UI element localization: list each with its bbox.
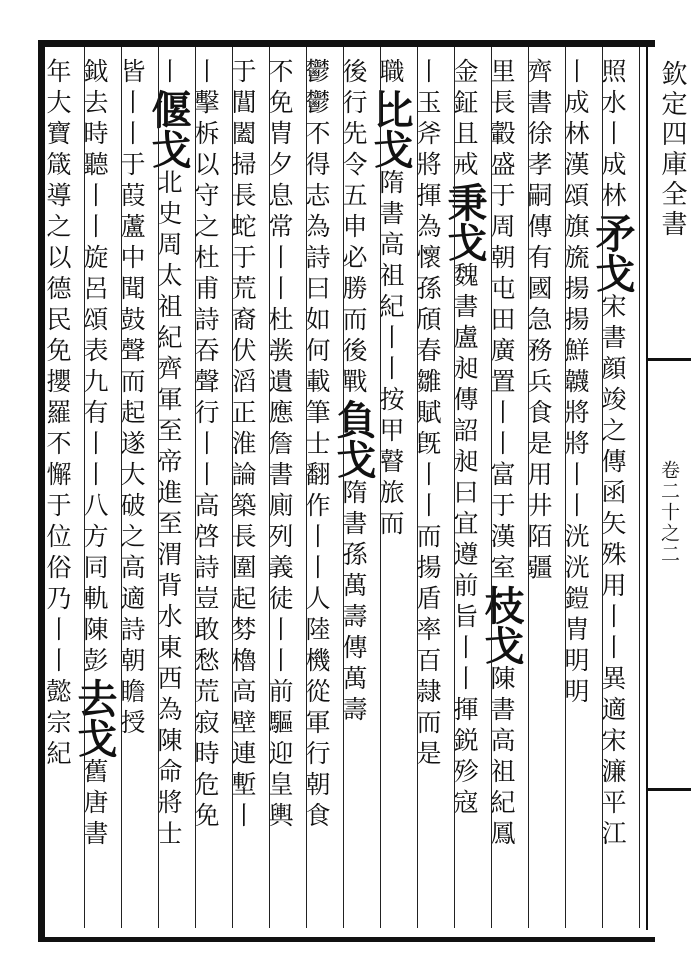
- text-column: [561, 58, 601, 928]
- text-column: [191, 58, 231, 928]
- column-text: 魏書盧昶傳詔昶曰宜遵前旨丨丨揮鋭殄寇: [450, 262, 479, 820]
- column-text: 于閶闔掃長蛇于荒裔伏滔正淮論築長圍起棼櫓高壁連塹丨: [228, 58, 257, 833]
- column-text: 隋書高祖紀丨丨按甲瞽旅而: [376, 169, 405, 541]
- text-column: [367, 58, 416, 928]
- column-rule: [380, 47, 381, 928]
- column-text: 齊書徐孝嗣傳有國急務兵食是用井陌疆: [524, 58, 553, 585]
- fishtail-mark: [646, 358, 691, 361]
- column-text: 宋書顔竣之傳函矢殊用丨丨異適宋濂平江: [598, 293, 627, 851]
- column-rule: [417, 47, 418, 928]
- column-text: 丨擊柝以守之杜甫詩吞聲行丨丨高啓詩豈敢愁荒寂時危免: [191, 58, 220, 833]
- column-rule: [195, 47, 196, 928]
- entry-heading: 矛戈: [589, 213, 636, 293]
- text-column: [43, 58, 83, 928]
- text-column: [71, 58, 120, 928]
- text-column: [441, 58, 490, 928]
- column-rule: [343, 47, 344, 928]
- text-column: [302, 58, 342, 928]
- column-text: 懿宗紀: [43, 678, 72, 771]
- column-text: 丨玉斧將揮: [413, 58, 442, 213]
- column-text: 舊唐書: [80, 758, 109, 851]
- column-rule: [528, 47, 529, 928]
- column-rule: [454, 47, 455, 928]
- column-text: 隋書孫萬壽傳萬壽: [339, 479, 368, 727]
- column-text: 丨成林: [561, 58, 590, 151]
- column-rule: [269, 47, 270, 928]
- column-rule: [602, 47, 603, 928]
- text-column: [228, 58, 268, 928]
- entry-heading: 偃戈: [145, 89, 192, 169]
- column-text: 後行先令五申必勝而後戰: [339, 58, 368, 399]
- text-column: [117, 58, 157, 928]
- column-rule: [121, 47, 122, 928]
- column-text: 不免胄夕息常丨丨杜彂遺應詹書廁列義徒丨丨前驅迎皇輿: [265, 58, 294, 833]
- entry-heading: 枝戈: [478, 585, 525, 665]
- column-text: 鬱鬱不得志為詩曰如何載筆士翻作丨丨人陸機從軍行朝食: [302, 58, 331, 833]
- column-rule: [306, 47, 307, 928]
- column-text: 皆丨丨于葭蘆中聞鼓聲而起遂大破之高適詩朝瞻授: [117, 58, 146, 740]
- text-column: [524, 58, 564, 928]
- entry-heading: 去戈: [71, 678, 118, 758]
- entry-heading: 負戈: [330, 399, 377, 479]
- column-rule: [565, 47, 566, 928]
- column-text: 里長轂盛于周朝屯田廣置丨丨富于漢室: [487, 58, 516, 585]
- column-text: 北史周太祖紀齊軍至帝進至渭背水東西為陳命將士: [154, 169, 183, 851]
- column-rule: [491, 47, 492, 928]
- column-text: 鉞去時聽丨丨旋呂頌表九有丨丨八方同軌陳彭: [80, 58, 109, 678]
- text-column: [145, 58, 194, 928]
- column-rule: [84, 47, 85, 928]
- text-column: [413, 58, 453, 928]
- entry-heading: 比戈: [367, 89, 414, 169]
- column-text: 陳書高祖紀鳳: [487, 665, 516, 851]
- volume-label: 卷二十之二: [658, 460, 680, 565]
- fishtail-mark: [646, 788, 691, 791]
- column-text: 金鉦且戒: [450, 58, 479, 182]
- text-column: [589, 58, 638, 928]
- column-rule: [639, 47, 640, 928]
- column-text: 漢頌旗旒揚揚鮮韤將將丨丨洸洸鎧胄明明: [561, 151, 590, 709]
- column-text: 照水丨成林: [598, 58, 627, 213]
- column-rule: [232, 47, 233, 928]
- text-column: [330, 58, 379, 928]
- center-margin: [646, 40, 691, 930]
- text-column: [265, 58, 305, 928]
- column-text: 丨: [154, 58, 183, 89]
- column-rule: [158, 47, 159, 928]
- text-column: [478, 58, 527, 928]
- column-text: 職: [376, 58, 405, 89]
- column-text: 為懷孫頎春雛賦旣丨丨而揚盾率百隷而是: [413, 213, 442, 771]
- book-title: 欽定四庫全書: [657, 60, 687, 240]
- entry-heading: 秉戈: [441, 182, 488, 262]
- column-text: 年大寶箴導之以德民免攖羅不懈于位俗乃丨丨: [43, 58, 72, 678]
